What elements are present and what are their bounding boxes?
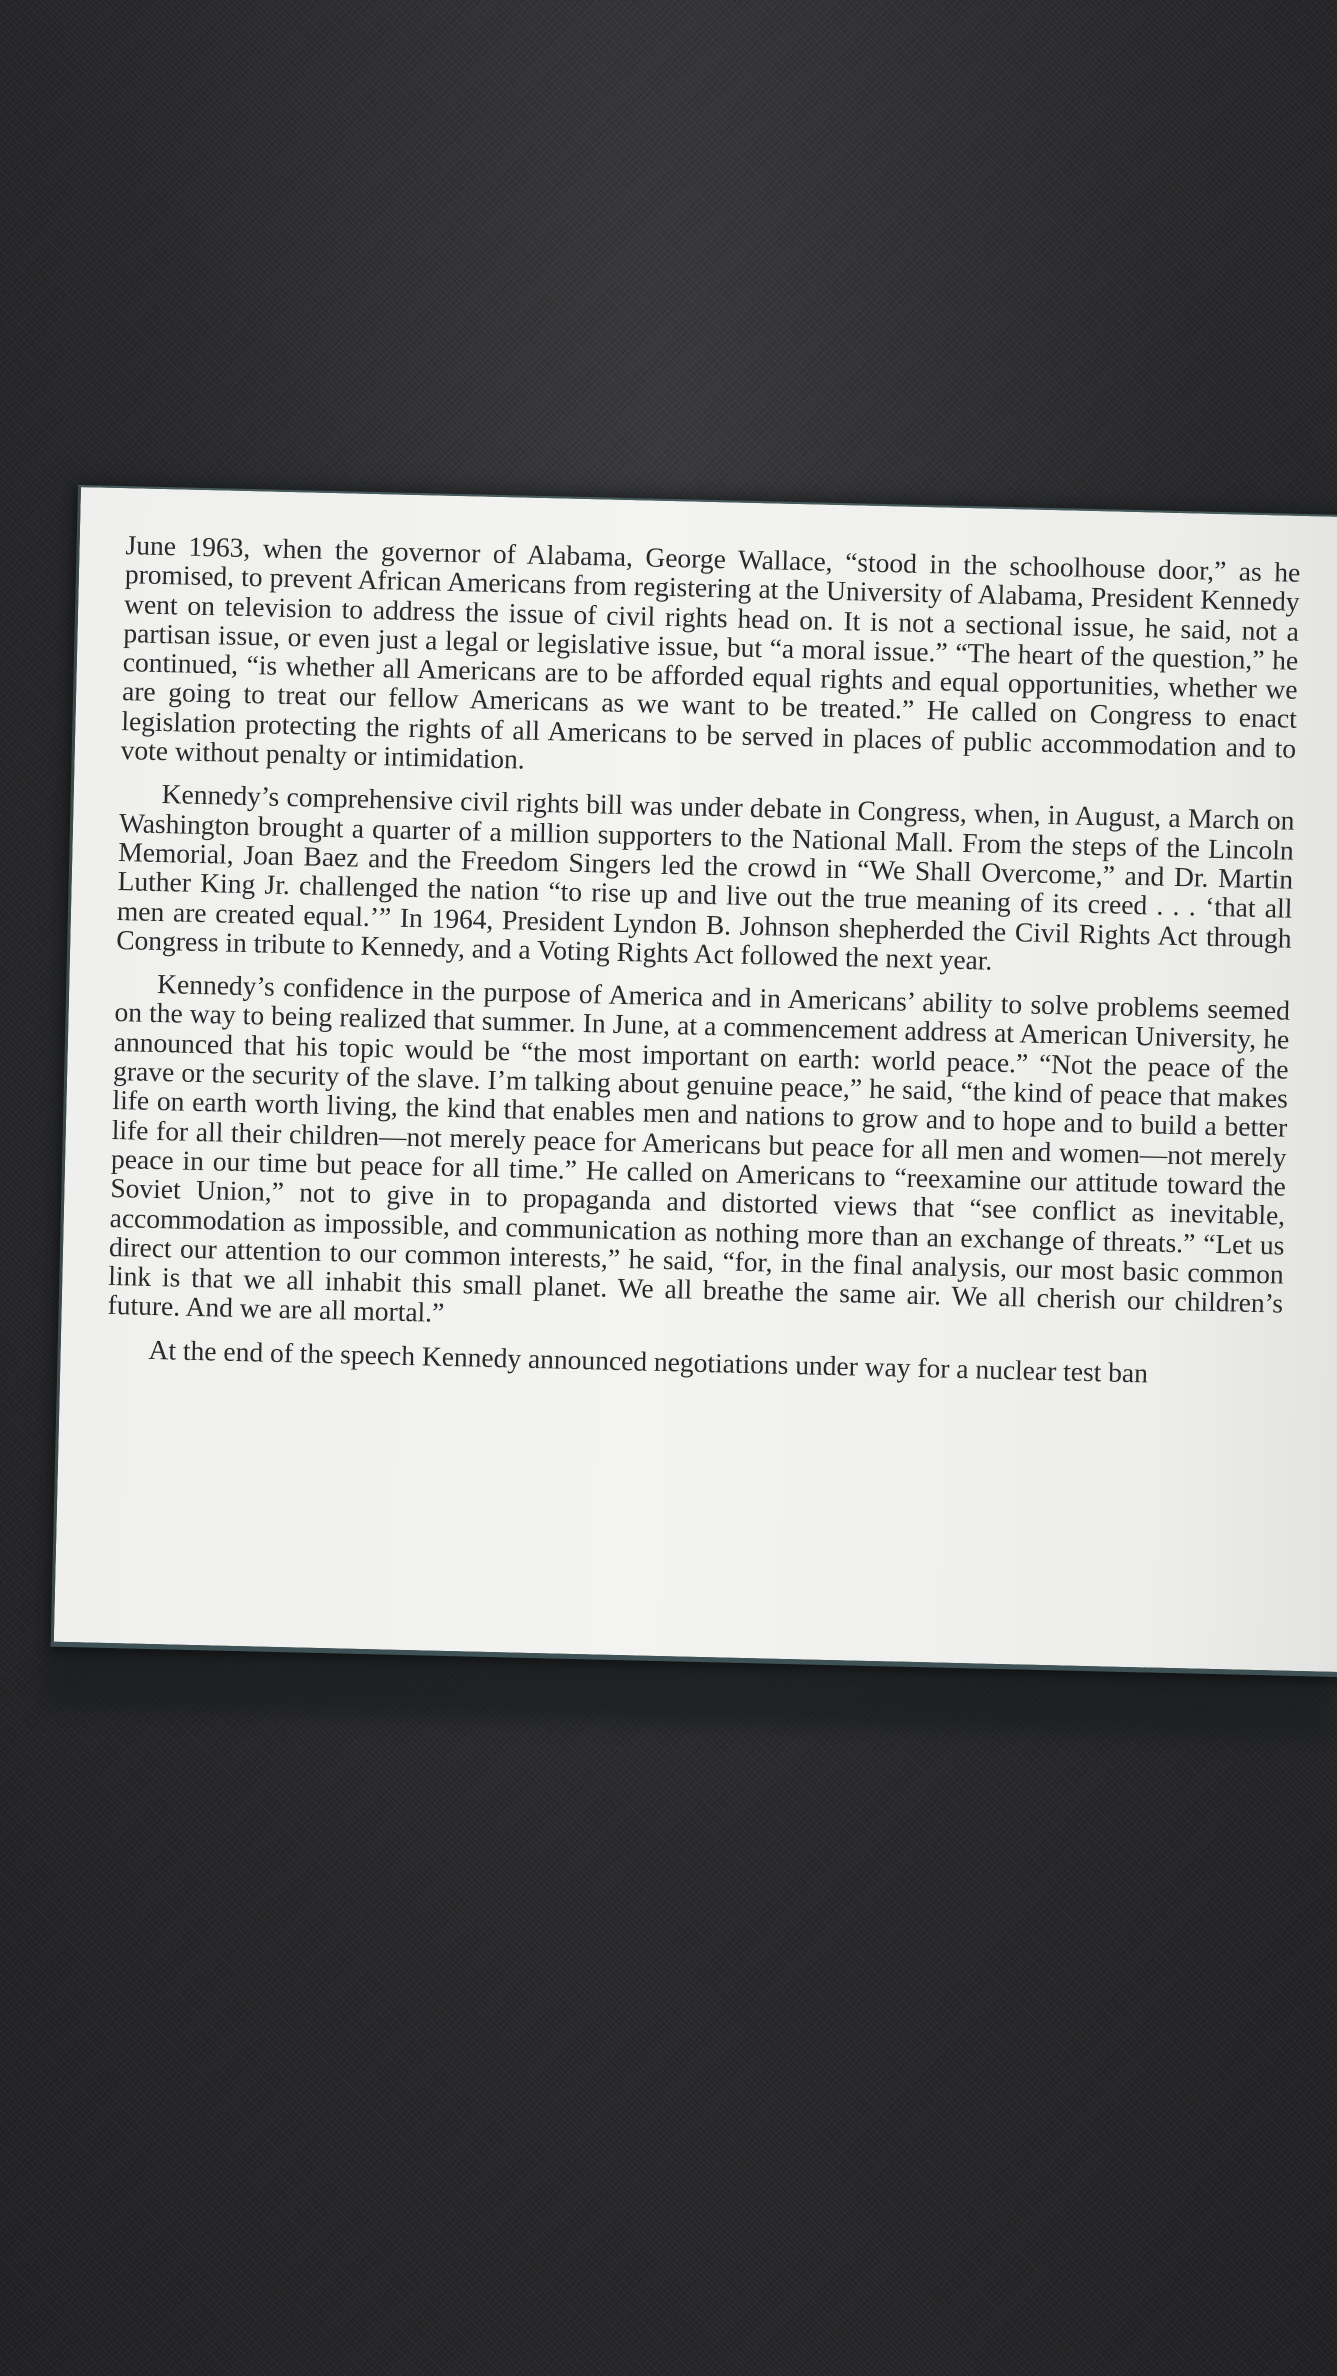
paragraph-world-peace: Kennedy’s confidence in the purpose of America and in Americans’ ability to solve problems seemed on the way to being realized that summer. In June, at a commencement address at American University, he announced that his topic would be “the most important on earth: world peace.” “Not the peace of the grave or the security of the slave. I’m talking about genuine peace,” he said, “the kind of peace that makes life on earth worth living, the kind that enables men and nations to grow and to hope and to build a better life for all their children—not merely peace for Americans but peace for all men and women—not merely peace in our time but peace for all time.” He called on Americans to “reexamine our attitude toward the Soviet Union,” not to give in to propaganda and distorted views that “see conflict as inevitable, accommodation as impossible, and communication as nothing more than an exchange of threats.” “Let us direct our attention to our common interests,” he said, “for, in the final analysis, our most basic common link is that we all inhabit this small planet. We all breathe the same air. We all cherish our children’s future. And we are all mortal.” <box>107 968 1291 1329</box>
paragraph-wallace-civil-rights: June 1963, when the governor of Alabama, George Wallace, “stood in the schoolhouse door,” as he promised, to prevent African Americans from registering at the University of Alabama, President Kennedy went on television to address the issue of civil rights head on. It is not a sectional issue, he said, not a partisan issue, or even just a legal or legislative issue, but “a moral issue.” “The heart of the question,” he continued, “is whether all Americans are to be afforded equal rights and equal opportunities, whether we are going to treat our fellow Americans as we want to be treated.” He called on Congress to enact legislation protecting the rights of all Americans to be served in places of public accommodation and to vote without penalty or intimidation. <box>120 529 1301 775</box>
paragraph-civil-rights-bill: Kennedy’s comprehensive civil rights bill was under debate in Congress, when, in August, a March on Washington brought a quarter of a million supporters to the National Mall. From the steps of the Lincoln Memorial, Joan Baez and the Freedom Singers led the crowd in “We Shall Overcome,” and Dr. Martin Luther King Jr. challenged the nation “to rise up and live out the true meaning of its creed . . . ‘that all men are created equal.’” In 1964, President Lyndon B. Johnson shepherded the Civil Rights Act through Congress in tribute to Kennedy, and a Voting Rights Act followed the next year. <box>115 778 1295 976</box>
page-body-text <box>106 530 1301 1404</box>
paragraph-test-ban: At the end of the speech Kennedy announced negotiations under way for a nuclear test ban <box>148 1333 1149 1389</box>
book-page <box>51 485 1337 1677</box>
